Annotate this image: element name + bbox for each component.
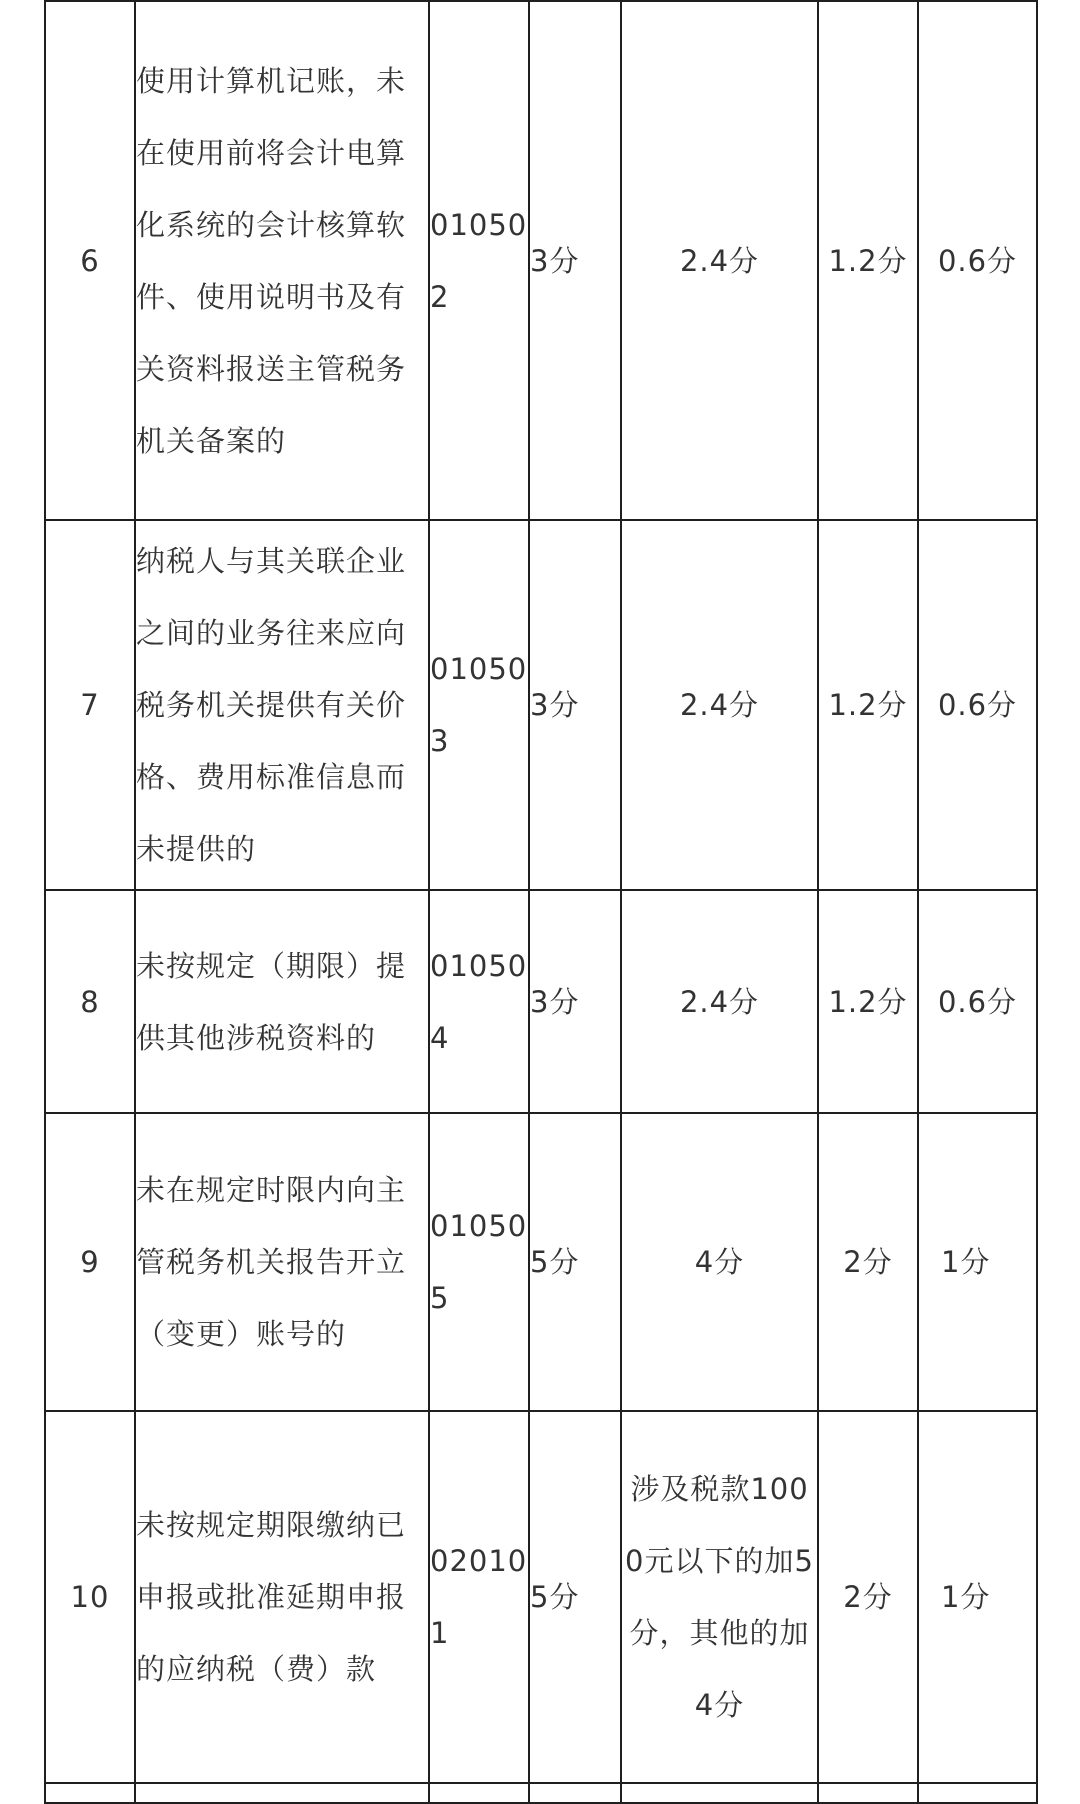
- table-row: [45, 520, 1037, 890]
- row-number: 8: [45, 890, 135, 1113]
- table-cell-partial: [529, 1783, 621, 1803]
- deduction-score: 3分: [529, 520, 621, 890]
- second-correction-score: 1.2分: [818, 1, 918, 520]
- deduction-score: 5分: [529, 1113, 621, 1411]
- third-correction-score: 1分: [918, 1113, 1037, 1411]
- table-row-partial: [45, 1783, 1037, 1803]
- deduction-score: 3分: [529, 890, 621, 1113]
- indicator-code: 010505: [429, 1113, 529, 1411]
- third-correction-score: 0.6分: [918, 520, 1037, 890]
- indicator-description: [135, 1113, 429, 1411]
- first-correction-score: 2.4分: [621, 890, 818, 1113]
- third-correction-score: 0.6分: [918, 890, 1037, 1113]
- table-row: [45, 1113, 1037, 1411]
- third-correction-score: 0.6分: [918, 1, 1037, 520]
- indicator-code: 010504: [429, 890, 529, 1113]
- row-number: 9: [45, 1113, 135, 1411]
- indicator-description-text: 未在规定时限内向主管税务机关报告开立（变更）账号的: [136, 1173, 407, 1351]
- indicator-code: 020101: [429, 1411, 529, 1783]
- table-cell-partial: [918, 1783, 1037, 1803]
- second-correction-score: 1.2分: [818, 890, 918, 1113]
- table-cell-partial: [135, 1783, 429, 1803]
- first-correction-score: 4分: [621, 1113, 818, 1411]
- table-row: [45, 890, 1037, 1113]
- indicator-description: [135, 890, 429, 1113]
- indicator-description-text: 未按规定（期限）提供其他涉税资料的: [136, 948, 407, 1055]
- indicator-code: 010502: [429, 1, 529, 520]
- row-number: 6: [45, 1, 135, 520]
- score-table-container: [44, 0, 1036, 1804]
- first-correction-score: 涉及税款1000元以下的加5分，其他的加4分: [621, 1411, 818, 1783]
- indicator-description-text: 纳税人与其关联企业之间的业务往来应向税务机关提供有关价格、费用标准信息而未提供的: [136, 544, 407, 866]
- deduction-score: 5分: [529, 1411, 621, 1783]
- table-cell-partial: [45, 1783, 135, 1803]
- score-table: [44, 0, 1038, 1804]
- row-number: 7: [45, 520, 135, 890]
- indicator-description: [135, 1411, 429, 1783]
- row-number: 10: [45, 1411, 135, 1783]
- table-row: [45, 1411, 1037, 1783]
- indicator-description: [135, 520, 429, 890]
- table-cell-partial: [818, 1783, 918, 1803]
- indicator-description-text: 未按规定期限缴纳已申报或批准延期申报的应纳税（费）款: [136, 1508, 407, 1686]
- table-cell-partial: [429, 1783, 529, 1803]
- indicator-code: 010503: [429, 520, 529, 890]
- indicator-description-text: 使用计算机记账，未在使用前将会计电算化系统的会计核算软件、使用说明书及有关资料报送主管税务机关备案的: [136, 63, 407, 458]
- deduction-score: 3分: [529, 1, 621, 520]
- second-correction-score: 2分: [818, 1411, 918, 1783]
- table-row: [45, 1, 1037, 520]
- indicator-description: [135, 1, 429, 520]
- second-correction-score: 1.2分: [818, 520, 918, 890]
- third-correction-score: 1分: [918, 1411, 1037, 1783]
- first-correction-score: 2.4分: [621, 520, 818, 890]
- first-correction-score: 2.4分: [621, 1, 818, 520]
- second-correction-score: 2分: [818, 1113, 918, 1411]
- table-cell-partial: [621, 1783, 818, 1803]
